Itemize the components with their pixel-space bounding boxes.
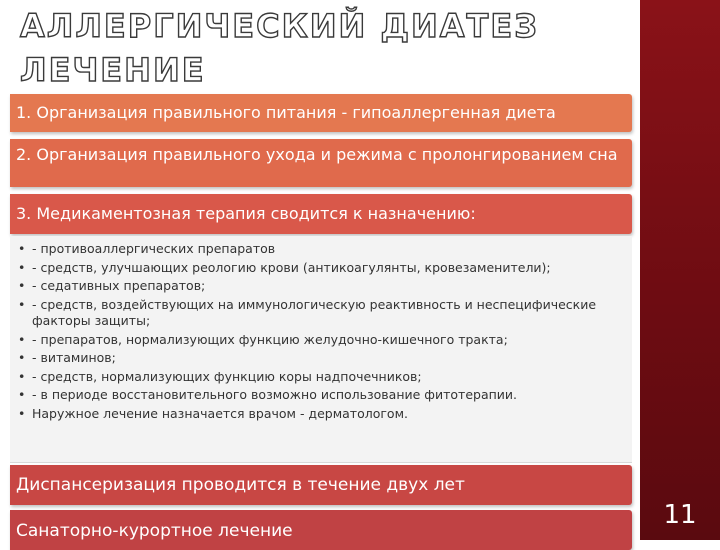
item-dispensary-text: Диспансеризация проводится в течение двух лет xyxy=(16,475,465,495)
bullet-icon: • xyxy=(18,405,26,421)
item-nutrition xyxy=(10,94,632,132)
item-dispensary xyxy=(10,465,632,505)
bullet-icon: • xyxy=(18,296,26,312)
bullet-icon: • xyxy=(18,331,26,347)
bullet-icon: • xyxy=(18,350,26,365)
list-item: • Наружное лечение назначается врачом - дерматологом. xyxy=(18,405,408,421)
decorative-sidebar xyxy=(640,0,720,540)
item-care-regime-text: 2. Организация правильного ухода и режима с пролонгированием сна xyxy=(16,145,618,164)
bullet-icon: • xyxy=(18,278,26,293)
list-item: • - противоаллергических препаратов xyxy=(18,241,276,256)
bullet-icon: • xyxy=(18,368,26,384)
list-item: • - седативных препаратов; xyxy=(18,278,206,293)
list-item: • - средств, нормализующих функцию коры надпочечников; xyxy=(18,368,422,384)
item-medication xyxy=(10,194,632,234)
bullet-icon: • xyxy=(18,241,26,256)
item-care-regime xyxy=(10,139,632,187)
page-title: АЛЛЕРГИЧЕСКИЙ ДИАТЕЗ ЛЕЧЕНИЕ xyxy=(20,7,539,89)
item-nutrition-text: 1. Организация правильного питания - гипоаллергенная диета xyxy=(16,103,556,122)
list-item: • - средств, воздействующих на иммунологическую реактивность и неспецифические факторы защиты; xyxy=(18,296,597,328)
bullet-icon: • xyxy=(18,387,26,402)
list-item: • - в периоде восстановительного возможно использование фитотерапии. xyxy=(18,387,517,402)
medication-list xyxy=(16,241,632,424)
item-sanatorium-text: Санаторно-курортное лечение xyxy=(16,521,293,541)
page-number: 11 xyxy=(663,500,697,530)
list-item: • - витаминов; xyxy=(18,350,116,365)
list-item: • - препаратов, нормализующих функцию желудочно-кишечного тракта; xyxy=(18,331,508,347)
list-item: • - средств, улучшающих реологию крови (антикоагулянты, кровезаменители); xyxy=(18,259,551,275)
item-medication-text: 3. Медикаментозная терапия сводится к назначению: xyxy=(16,204,476,223)
item-sanatorium xyxy=(10,510,632,550)
bullet-icon: • xyxy=(18,259,26,275)
